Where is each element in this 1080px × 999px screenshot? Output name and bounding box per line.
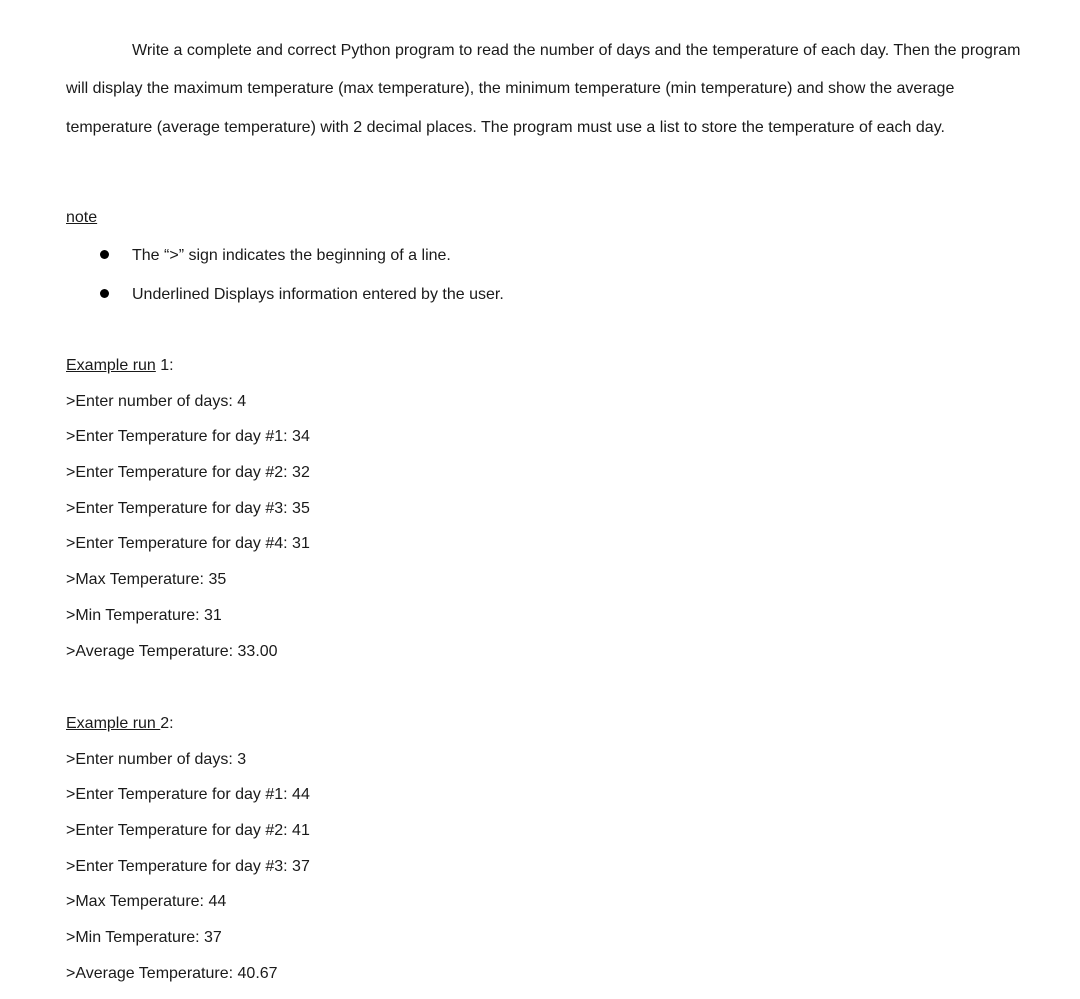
note-item-text: The “>” sign indicates the beginning of a line.: [132, 247, 451, 264]
bullet-icon: [100, 289, 109, 298]
console-line: >Enter number of days: 4: [66, 392, 247, 410]
console-line: >Enter Temperature for day #1: 34: [66, 428, 310, 446]
console-line: >Enter Temperature for day #2: 41: [66, 822, 310, 840]
note-list: [66, 245, 966, 322]
note-item: [66, 245, 966, 284]
console-line: >Average Temperature: 40.67: [66, 964, 278, 982]
example-heading-number: 1:: [155, 357, 174, 374]
example-heading-underlined: Example run: [66, 715, 161, 732]
console-line: >Enter Temperature for day #1: 44: [66, 786, 310, 804]
console-line: >Average Temperature: 33.00: [66, 642, 278, 660]
example-heading: [66, 713, 766, 749]
console-line: >Max Temperature: 35: [66, 571, 227, 589]
console-line: >Min Temperature: 37: [66, 929, 222, 947]
note-heading: note: [66, 209, 98, 226]
example-heading-number: 2:: [160, 715, 174, 732]
console-line: >Min Temperature: 31: [66, 606, 222, 624]
console-line: >Enter number of days: 3: [66, 750, 247, 768]
console-line: >Enter Temperature for day #3: 35: [66, 499, 310, 517]
example-run-2: [66, 713, 766, 999]
console-line: >Enter Temperature for day #4: 31: [66, 535, 310, 553]
example-heading-underlined: Example run: [66, 357, 156, 374]
example-run-1: [66, 355, 766, 676]
console-line: >Max Temperature: 44: [66, 893, 227, 911]
note-item-text: Underlined Displays information entered by the user.: [132, 285, 504, 303]
note-item: [66, 284, 966, 323]
example-heading: [66, 355, 766, 391]
problem-statement: Write a complete and correct Python program to read the number of days and the temperature of each day. Then the program will display the maximum temperature (max temperature), the minimum temperature (min temperature) and show the average temperature (average temperature) with 2 decimal places. The program must use a list to store the temperature of each day.: [66, 42, 1021, 136]
bullet-icon: [100, 250, 109, 259]
console-line: >Enter Temperature for day #3: 37: [66, 857, 310, 875]
console-line: >Enter Temperature for day #2: 32: [66, 464, 310, 482]
